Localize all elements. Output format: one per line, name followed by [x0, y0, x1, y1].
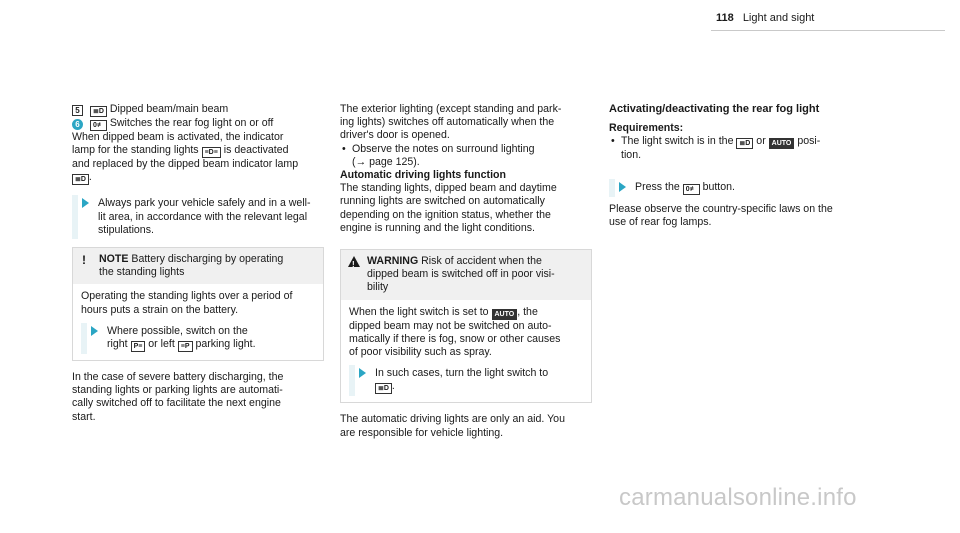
- step-arrow-icon: [619, 182, 626, 192]
- warning-box: [340, 249, 592, 403]
- heading-rear-fog-light: Activating/deactivating the rear fog light: [609, 103, 820, 115]
- legend-item-6-text: Switches the rear fog light on or off: [109, 117, 274, 129]
- instruction-step-press: Press the 0≢ button.: [609, 181, 861, 195]
- paragraph-country-laws: Please observe the country-specific laws on the use of rear fog lamps.: [609, 202, 833, 228]
- legend-item-5: [72, 103, 324, 117]
- paragraph-automatic-lights: The standing lights, dipped beam and daytime running lights are switched on automatically depending on the ignition status, whether the engine is running and the light conditions.: [340, 182, 557, 234]
- requirements-label: Requirements:: [609, 122, 684, 135]
- warning-step: In such cases, turn the light switch to ≣D .: [349, 367, 583, 394]
- bullet-surround-lighting: • Observe the notes on surround lighting (→ page 125).: [340, 143, 592, 169]
- page-number: 118: [716, 12, 734, 24]
- dipped-beam-icon: ≣D: [90, 106, 107, 117]
- warning-header: ! WARNING Risk of accident when the dipped beam is switched off in poor visi- bility: [341, 250, 591, 300]
- key-6-badge: 6: [72, 119, 83, 130]
- key-5-badge: 5: [72, 105, 83, 116]
- note-header: ! NOTE Battery discharging by operating the standing lights: [73, 248, 323, 284]
- page-header: [716, 12, 814, 25]
- note-step: Where possible, switch on the right P≡ or left ≡P parking light.: [81, 325, 315, 352]
- step-arrow-icon: [82, 198, 89, 208]
- watermark: carmanualsonline.info: [619, 484, 857, 511]
- header-rule: [711, 30, 945, 31]
- auto-light-icon: AUTO: [492, 309, 518, 320]
- section-title: Light and sight: [742, 12, 815, 24]
- note-box: [72, 247, 324, 361]
- dipped-beam-icon: ≣D: [736, 138, 753, 149]
- column-2: [340, 103, 592, 440]
- paragraph-exterior-lighting: The exterior lighting (except standing and park- ing lights) switches off automatically when the driver's door is opened.: [340, 103, 562, 142]
- exclamation-icon: !: [82, 253, 86, 268]
- column-3: [609, 103, 861, 229]
- rear-fog-light-icon: 0≢: [90, 120, 107, 131]
- instruction-step-park: Always park your vehicle safely and in a well- lit area, in accordance with the relevant legal stipulations.: [72, 197, 324, 237]
- rear-fog-light-icon: 0≢: [683, 184, 700, 195]
- page-reference-link[interactable]: (→ page 125).: [352, 155, 420, 168]
- step-bar: [72, 195, 78, 239]
- step-bar: [81, 323, 87, 354]
- left-parking-light-icon: ≡P: [178, 341, 193, 352]
- dipped-beam-icon: ≣D: [375, 383, 392, 394]
- paragraph-aid: The automatic driving lights are only an aid. You are responsible for vehicle lighting.: [340, 413, 565, 439]
- step-bar: [609, 179, 615, 197]
- standing-lights-icon: ≡D≡: [202, 147, 221, 158]
- paragraph-indicator-lamp: When dipped beam is activated, the indicator lamp for the standing lights ≡D≡ is deactivated and replaced by the dipped beam indicator lamp ≣D .: [72, 131, 299, 184]
- column-1: [72, 103, 324, 424]
- legend-item-6: [72, 117, 324, 131]
- paragraph-battery: In the case of severe battery discharging, the standing lights or parking lights are automati- cally switched off to facilitate the next engine start.: [72, 371, 284, 423]
- warning-body: When the light switch is set to AUTO , the dipped beam may not be switched on auto- matically if there is fog, snow or other causes of poor visibility such as spray. In such cases, turn the light switch to ≣D .: [341, 300, 591, 403]
- step-bar: [349, 365, 355, 396]
- step-arrow-icon: [91, 326, 98, 336]
- auto-light-icon: AUTO: [769, 138, 795, 149]
- note-body: Operating the standing lights over a period of hours puts a strain on the battery. Where possible, switch on the right P≡ or left ≡P parking light.: [73, 284, 323, 360]
- warning-label: WARNING: [367, 255, 419, 268]
- legend-item-5-text: Dipped beam/main beam: [109, 103, 229, 115]
- note-label: NOTE: [99, 253, 129, 266]
- requirement-bullet: • The light switch is in the ≣D or AUTO posi- tion.: [609, 135, 861, 162]
- dipped-beam-icon: ≣D: [72, 174, 89, 185]
- heading-automatic-driving-lights: Automatic driving lights function: [340, 169, 506, 182]
- warning-triangle-icon: [348, 256, 360, 267]
- right-parking-light-icon: P≡: [131, 341, 146, 352]
- step-arrow-icon: [359, 368, 366, 378]
